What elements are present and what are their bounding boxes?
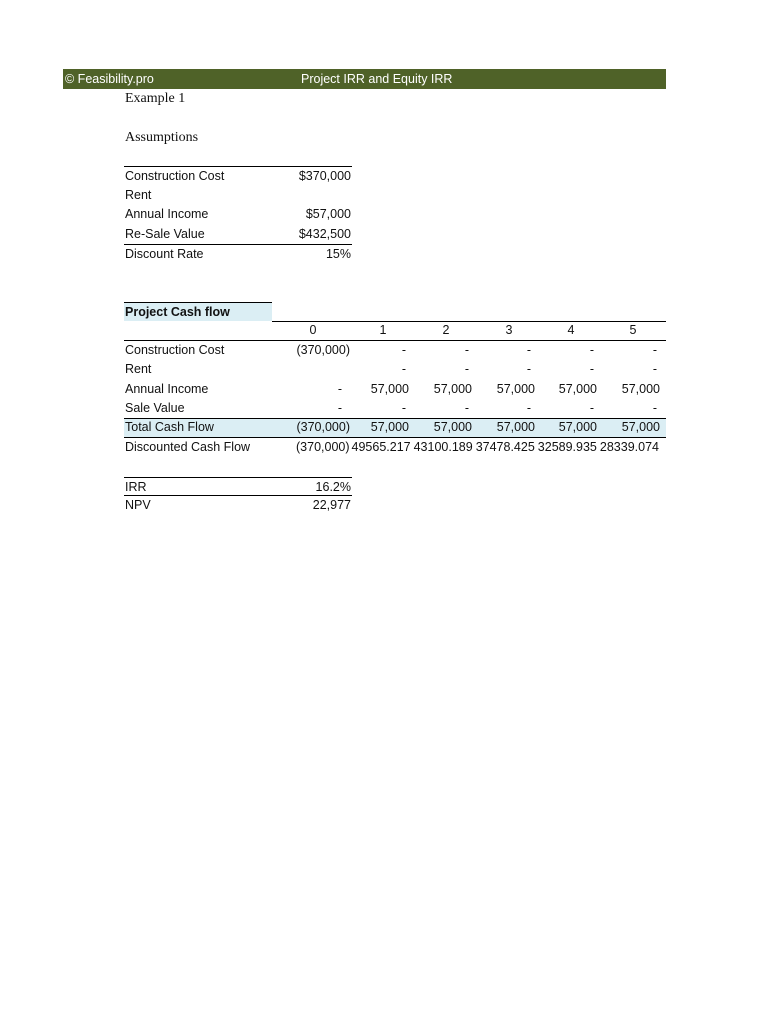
cash-flow-cell: 49565.217 xyxy=(351,440,411,454)
cash-flow-cell: - xyxy=(652,401,657,415)
cash-flow-cell: - xyxy=(337,382,342,396)
irr-label: IRR xyxy=(125,480,147,494)
period-header: 1 xyxy=(379,323,387,337)
cash-flow-cell: - xyxy=(464,362,469,376)
cash-flow-heading-rule xyxy=(124,302,272,303)
cash-flow-cell: 57,000 xyxy=(558,420,597,434)
cash-flow-cell: 57,000 xyxy=(558,382,597,396)
period-header: 2 xyxy=(442,323,450,337)
total-top-rule xyxy=(124,418,666,419)
cash-flow-heading: Project Cash flow xyxy=(125,305,230,319)
irr-value: 16.2% xyxy=(315,480,351,494)
period-header: 3 xyxy=(505,323,513,337)
period-header: 5 xyxy=(629,323,637,337)
cash-flow-cell: 57,000 xyxy=(496,382,535,396)
cash-flow-cell: 57,000 xyxy=(433,382,472,396)
total-bottom-rule xyxy=(124,437,666,438)
cash-flow-cell: - xyxy=(589,343,594,357)
cash-flow-cell: - xyxy=(589,401,594,415)
npv-value: 22,977 xyxy=(312,498,351,512)
cash-flow-cell: 57,000 xyxy=(433,420,472,434)
cash-flow-row-label: Annual Income xyxy=(125,382,209,396)
cash-flow-row-label: Discounted Cash Flow xyxy=(125,440,251,454)
assumption-label: Construction Cost xyxy=(125,169,225,183)
assumption-value: $432,500 xyxy=(298,227,351,241)
period-top-rule xyxy=(272,321,666,322)
discounted-values xyxy=(296,440,666,454)
cash-flow-cell: 57,000 xyxy=(370,420,409,434)
example-title: Example 1 xyxy=(125,91,186,106)
cash-flow-cell: - xyxy=(464,401,469,415)
assumptions-heading: Assumptions xyxy=(125,130,199,145)
assumptions-top-rule xyxy=(124,166,352,167)
cash-flow-cell: (370,000) xyxy=(296,420,350,434)
assumption-value: $57,000 xyxy=(305,207,351,221)
cash-flow-cell: 57,000 xyxy=(496,420,535,434)
assumption-value: $370,000 xyxy=(298,169,351,183)
sheet-title: Project IRR and Equity IRR xyxy=(301,72,453,86)
period-bottom-rule xyxy=(124,340,666,341)
assumption-label: Re-Sale Value xyxy=(125,227,205,241)
cash-flow-cell: - xyxy=(526,343,531,357)
cash-flow-cell: 57,000 xyxy=(370,382,409,396)
results-top-rule xyxy=(124,477,352,478)
cash-flow-cell: 57,000 xyxy=(621,420,660,434)
cash-flow-cell: - xyxy=(589,362,594,376)
assumption-label: Discount Rate xyxy=(125,247,204,261)
cash-flow-row-label: Sale Value xyxy=(125,401,185,415)
cash-flow-cell: (370,000) xyxy=(296,343,350,357)
assumption-label: Annual Income xyxy=(125,207,209,221)
results-mid-rule xyxy=(124,495,352,496)
assumption-label: Rent xyxy=(125,188,152,202)
header-bar xyxy=(63,69,666,89)
cash-flow-row-label: Total Cash Flow xyxy=(125,420,214,434)
cash-flow-cell: - xyxy=(401,343,406,357)
copyright-label: © Feasibility.pro xyxy=(65,72,154,86)
cash-flow-row-label: Construction Cost xyxy=(125,343,225,357)
cash-flow-cell: - xyxy=(526,401,531,415)
cash-flow-cell: - xyxy=(464,343,469,357)
cash-flow-cell: 57,000 xyxy=(621,382,660,396)
cash-flow-cell: 28339.074 xyxy=(599,440,659,454)
cash-flow-cell: - xyxy=(526,362,531,376)
cash-flow-cell: - xyxy=(337,401,342,415)
cash-flow-cell: - xyxy=(652,362,657,376)
assumption-value: 15% xyxy=(325,247,351,261)
cash-flow-cell: - xyxy=(401,362,406,376)
cash-flow-cell: 43100.189 xyxy=(413,440,473,454)
cash-flow-cell: - xyxy=(652,343,657,357)
assumptions-rule xyxy=(124,244,352,245)
period-header: 4 xyxy=(567,323,575,337)
cash-flow-cell: - xyxy=(401,401,406,415)
cash-flow-cell: (370,000) xyxy=(296,440,350,454)
period-header: 0 xyxy=(309,323,317,337)
npv-label: NPV xyxy=(125,498,151,512)
cash-flow-cell: 32589.935 xyxy=(537,440,597,454)
cash-flow-cell: 37478.425 xyxy=(475,440,535,454)
cash-flow-row-label: Rent xyxy=(125,362,152,376)
